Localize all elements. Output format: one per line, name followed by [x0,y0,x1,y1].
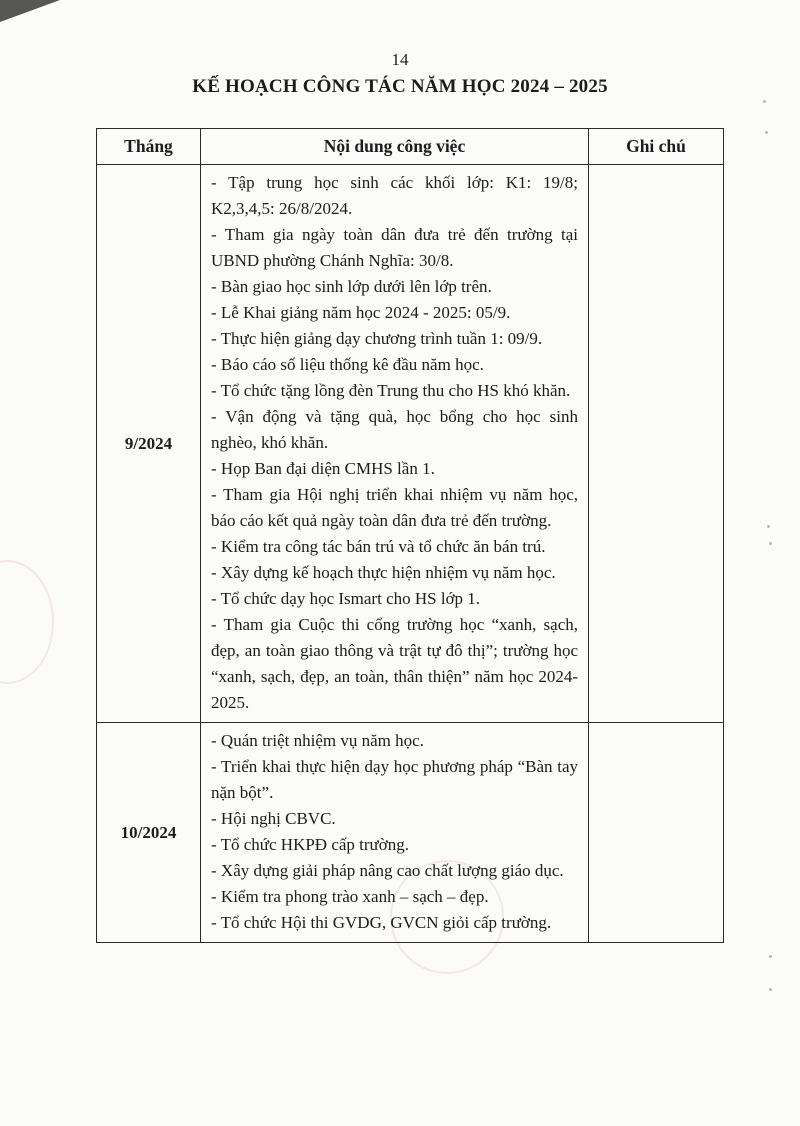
task-item: - Họp Ban đại diện CMHS lần 1. [211,459,435,478]
document-title: KẾ HOẠCH CÔNG TÁC NĂM HỌC 2024 – 2025 [192,76,608,97]
task-item: - Báo cáo số liệu thống kê đầu năm học. [211,355,484,374]
page-number: 14 [391,50,409,69]
scan-speck [769,988,772,991]
content-cell [201,723,589,943]
month-cell: 10/2024 [97,723,201,943]
table-header-row [97,129,724,165]
task-item: - Bàn giao học sinh lớp dưới lên lớp trên. [211,277,492,296]
scan-speck [765,131,768,134]
note-cell [589,723,724,943]
scan-speck [763,100,766,103]
task-item: - Triển khai thực hiện dạy học phương pháp “Bàn tay nặn bột”. [211,757,578,802]
task-item: - Tham gia Hội nghị triển khai nhiệm vụ năm học, báo cáo kết quả ngày toàn dân đưa trẻ đến trường. [211,485,578,530]
header-content: Nội dung công việc [201,129,589,165]
scan-speck [769,542,772,545]
task-item: - Tham gia ngày toàn dân đưa trẻ đến trường tại UBND phường Chánh Nghĩa: 30/8. [211,225,578,270]
task-item: - Vận động và tặng quà, học bổng cho học sinh nghèo, khó khăn. [211,407,578,452]
task-item: - Tập trung học sinh các khối lớp: K1: 19/8; K2,3,4,5: 26/8/2024. [211,173,578,218]
table-row-september [97,165,724,723]
task-item: - Tổ chức Hội thi GVDG, GVCN giỏi cấp trường. [211,913,552,932]
task-item: - Tham gia Cuộc thi cổng trường học “xanh, sạch, đẹp, an toàn giao thông và trật tự đô thị”; trường học “xanh, sạch, đẹp, an toàn, thân thiện” năm học 2024-2025. [211,615,578,712]
task-item: - Hội nghị CBVC. [211,809,336,828]
work-plan-table [96,128,724,943]
task-item: - Xây dựng kế hoạch thực hiện nhiệm vụ năm học. [211,563,556,582]
task-item: - Tổ chức tặng lồng đèn Trung thu cho HS khó khăn. [211,381,571,400]
table-row-october [97,723,724,943]
task-item: - Kiểm tra phong trào xanh – sạch – đẹp. [211,887,489,906]
task-item: - Tổ chức HKPĐ cấp trường. [211,835,410,854]
task-item: - Kiểm tra công tác bán trú và tổ chức ăn bán trú. [211,537,546,556]
header-note: Ghi chú [589,129,724,165]
scan-speck [767,525,770,528]
task-item: - Tổ chức dạy học Ismart cho HS lớp 1. [211,589,481,608]
content-cell [201,165,589,723]
header-month: Tháng [97,129,201,165]
month-cell: 9/2024 [97,165,201,723]
task-item: - Quán triệt nhiệm vụ năm học. [211,731,424,750]
scan-corner-mark [0,0,60,22]
scan-speck [769,955,772,958]
task-item: - Xây dựng giải pháp nâng cao chất lượng giáo dục. [211,861,564,880]
faint-stamp-left [0,560,54,684]
note-cell [589,165,724,723]
task-item: - Lễ Khai giảng năm học 2024 - 2025: 05/9. [211,303,511,322]
task-item: - Thực hiện giảng dạy chương trình tuần 1: 09/9. [211,329,543,348]
